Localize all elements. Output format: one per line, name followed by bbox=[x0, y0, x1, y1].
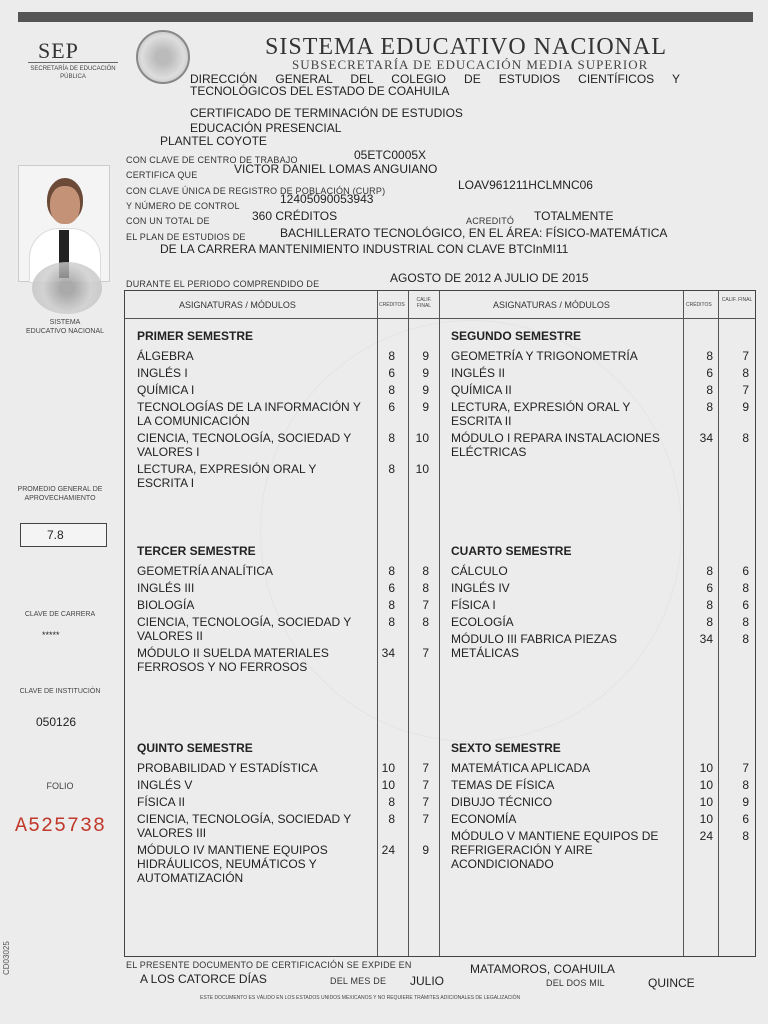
table-row bbox=[451, 564, 508, 578]
semester-title: SEXTO SEMESTRE bbox=[451, 741, 561, 755]
label-control: Y NÚMERO DE CONTROL bbox=[126, 201, 240, 211]
subject-name: INGLÉS III bbox=[137, 581, 195, 595]
modality: EDUCACIÓN PRESENCIAL bbox=[190, 121, 342, 135]
clave-centro: 05ETC0005X bbox=[354, 148, 427, 162]
subject-name: FERROSOS Y NO FERROSOS bbox=[137, 660, 308, 674]
subject-name: GEOMETRÍA ANALÍTICA bbox=[137, 564, 274, 578]
footer-dias: A LOS CATORCE DÍAS bbox=[140, 972, 267, 986]
semester-title: SEGUNDO SEMESTRE bbox=[451, 329, 582, 343]
clave-institucion-label: CLAVE DE INSTITUCIÓN bbox=[19, 688, 101, 695]
grade-value: 10 bbox=[415, 462, 429, 476]
subject-name: INGLÉS IV bbox=[451, 581, 510, 595]
grade-value: 9 bbox=[422, 366, 429, 380]
credit-value: 34 bbox=[699, 632, 713, 646]
credit-value: 10 bbox=[381, 761, 395, 775]
subject-name: CIENCIA, TECNOLOGÍA, SOCIEDAD Y bbox=[137, 615, 352, 629]
direction-line-2: TECNOLÓGICOS DEL ESTADO DE COAHUILA bbox=[190, 84, 450, 98]
subject-name: VALORES I bbox=[137, 445, 200, 459]
subject-name: CÁLCULO bbox=[451, 564, 508, 578]
subject-name: INGLÉS II bbox=[451, 366, 506, 380]
credit-value: 8 bbox=[706, 564, 713, 578]
subject-name: METÁLICAS bbox=[451, 646, 520, 660]
subject-name: FÍSICA II bbox=[137, 795, 186, 809]
promedio-label: PROMEDIO GENERAL DE APROVECHAMIENTO bbox=[17, 486, 103, 502]
subject-name: ACONDICIONADO bbox=[451, 857, 554, 871]
grade-value: 9 bbox=[422, 349, 429, 363]
semester-title: QUINTO SEMESTRE bbox=[137, 741, 253, 755]
grade-value: 7 bbox=[422, 795, 429, 809]
subject-name: LECTURA, EXPRESIÓN ORAL Y bbox=[137, 462, 317, 476]
total-credits: 360 CRÉDITOS bbox=[252, 209, 338, 223]
credit-value: 8 bbox=[388, 349, 395, 363]
top-bar bbox=[18, 12, 753, 22]
table-row bbox=[137, 581, 194, 595]
clave-carrera: ***** bbox=[42, 630, 60, 640]
table-row bbox=[137, 843, 328, 885]
national-seal-icon bbox=[136, 30, 190, 84]
photo-caption-1: SISTEMA bbox=[49, 319, 81, 326]
table-row bbox=[451, 431, 660, 459]
label-plan: EL PLAN DE ESTUDIOS DE bbox=[126, 232, 246, 242]
subject-name: GEOMETRÍA Y TRIGONOMETRÍA bbox=[451, 349, 638, 363]
grade-value: 7 bbox=[422, 761, 429, 775]
subject-name: PROBABILIDAD Y ESTADÍSTICA bbox=[137, 761, 318, 775]
grade-value: 8 bbox=[422, 615, 429, 629]
table-row bbox=[451, 615, 514, 629]
table-row bbox=[451, 383, 512, 397]
footer-mes: JULIO bbox=[410, 974, 445, 988]
grade-value: 6 bbox=[742, 564, 749, 578]
subject-name: MATEMÁTICA APLICADA bbox=[451, 761, 591, 775]
subject-name: MÓDULO II SUELDA MATERIALES bbox=[137, 646, 329, 660]
credit-value: 8 bbox=[706, 400, 713, 414]
subject-name: ESCRITA II bbox=[451, 414, 512, 428]
plan-line-2: DE LA CARRERA MANTENIMIENTO INDUSTRIAL CON CLAVE BTCInMI11 bbox=[160, 242, 569, 256]
grade-value: 9 bbox=[742, 795, 749, 809]
footer-lugar: MATAMOROS, COAHUILA bbox=[470, 962, 615, 976]
subject-name: TEMAS DE FÍSICA bbox=[451, 778, 555, 792]
table-row bbox=[137, 778, 192, 792]
grade-value: 8 bbox=[742, 829, 749, 843]
subject-name: AUTOMATIZACIÓN bbox=[137, 871, 244, 885]
col-grade-right: CALIF. FINAL bbox=[721, 297, 753, 303]
label-total: CON UN TOTAL DE bbox=[126, 216, 210, 226]
grade-value: 7 bbox=[742, 383, 749, 397]
col-credits-right: CRÉDITOS bbox=[686, 302, 712, 308]
col-credits-left: CRÉDITOS bbox=[379, 302, 405, 308]
table-row bbox=[451, 761, 590, 775]
footer-del-mes: DEL MES DE bbox=[330, 976, 387, 986]
subject-name: INGLÉS V bbox=[137, 778, 193, 792]
folio-number: A525738 bbox=[15, 815, 107, 838]
grades-table bbox=[124, 290, 756, 957]
credit-value: 34 bbox=[699, 431, 713, 445]
credit-value: 8 bbox=[706, 598, 713, 612]
credit-value: 8 bbox=[388, 615, 395, 629]
subject-name: ECONOMÍA bbox=[451, 812, 517, 826]
subject-name: ECOLOGÍA bbox=[451, 615, 514, 629]
grade-value: 8 bbox=[742, 632, 749, 646]
table-row bbox=[137, 615, 351, 643]
grade-value: 8 bbox=[742, 581, 749, 595]
table-row bbox=[451, 598, 496, 612]
table-row bbox=[451, 581, 510, 595]
promedio-value: 7.8 bbox=[47, 528, 64, 542]
credit-value: 8 bbox=[388, 795, 395, 809]
grade-value: 10 bbox=[415, 431, 429, 445]
periodo: AGOSTO DE 2012 A JULIO DE 2015 bbox=[390, 271, 589, 285]
document-title: SISTEMA EDUCATIVO NACIONAL bbox=[265, 34, 667, 60]
credit-value: 8 bbox=[706, 349, 713, 363]
grade-value: 7 bbox=[742, 349, 749, 363]
folio-label: FOLIO bbox=[46, 781, 74, 791]
label-clave-centro: CON CLAVE DE CENTRO DE TRABAJO bbox=[126, 155, 298, 165]
subject-name: QUÍMICA II bbox=[451, 383, 512, 397]
subject-name: ÁLGEBRA bbox=[137, 349, 194, 363]
clave-carrera-label: CLAVE DE CARRERA bbox=[24, 611, 96, 618]
subject-name: LA COMUNICACIÓN bbox=[137, 414, 250, 428]
semester-title: PRIMER SEMESTRE bbox=[137, 329, 254, 343]
table-row bbox=[451, 400, 630, 428]
subject-name: DIBUJO TÉCNICO bbox=[451, 795, 553, 809]
grade-value: 7 bbox=[422, 646, 429, 660]
table-row bbox=[137, 812, 351, 840]
table-row bbox=[451, 829, 658, 871]
direction-line-1: DIRECCIÓN GENERAL DEL COLEGIO DE ESTUDIOS CIENTÍFICOS Y bbox=[190, 72, 680, 86]
acredito: TOTALMENTE bbox=[534, 209, 614, 223]
col-grade-left: CALIF. FINAL bbox=[416, 297, 432, 309]
grade-value: 9 bbox=[422, 383, 429, 397]
grade-value: 7 bbox=[422, 812, 429, 826]
credit-value: 8 bbox=[706, 383, 713, 397]
subject-name: FÍSICA I bbox=[451, 598, 496, 612]
student-name: VICTOR DANIEL LOMAS ANGUIANO bbox=[234, 162, 438, 176]
credit-value: 10 bbox=[699, 795, 713, 809]
subject-name: QUÍMICA I bbox=[137, 383, 195, 397]
credit-value: 34 bbox=[381, 646, 395, 660]
grade-value: 9 bbox=[422, 400, 429, 414]
credit-value: 6 bbox=[388, 366, 395, 380]
subject-name: VALORES II bbox=[137, 629, 203, 643]
label-certifica: CERTIFICA QUE bbox=[126, 170, 198, 180]
subject-name: MÓDULO I REPARA INSTALACIONES bbox=[451, 431, 660, 445]
vertical-code: CD03025 bbox=[2, 941, 11, 975]
grade-value: 8 bbox=[742, 366, 749, 380]
control-number: 12405090053943 bbox=[280, 192, 374, 206]
stamp-seal-icon bbox=[32, 262, 102, 314]
sep-logo: SEP bbox=[38, 38, 79, 63]
table-row bbox=[137, 564, 273, 578]
grade-value: 9 bbox=[742, 400, 749, 414]
label-acredito: ACREDITÓ bbox=[466, 216, 515, 226]
credit-value: 8 bbox=[388, 598, 395, 612]
credit-value: 6 bbox=[706, 366, 713, 380]
subject-name: CIENCIA, TECNOLOGÍA, SOCIEDAD Y bbox=[137, 812, 352, 826]
credit-value: 10 bbox=[699, 778, 713, 792]
table-row bbox=[137, 400, 361, 428]
col-subject-right: ASIGNATURAS / MÓDULOS bbox=[493, 300, 610, 310]
promedio-box bbox=[20, 523, 107, 547]
curp: LOAV961211HCLMNC06 bbox=[458, 178, 593, 192]
table-row bbox=[451, 778, 554, 792]
subject-name: BIOLOGÍA bbox=[137, 598, 195, 612]
subject-name: HIDRÁULICOS, NEUMÁTICOS Y bbox=[137, 857, 317, 871]
credit-value: 8 bbox=[706, 615, 713, 629]
grade-value: 7 bbox=[422, 598, 429, 612]
grade-value: 6 bbox=[742, 812, 749, 826]
credit-value: 10 bbox=[381, 778, 395, 792]
label-periodo: DURANTE EL PERIODO COMPRENDIDO DE bbox=[126, 279, 320, 289]
subject-name: VALORES III bbox=[137, 826, 207, 840]
footer-anio: QUINCE bbox=[648, 976, 695, 990]
table-row bbox=[451, 632, 617, 660]
subject-name: MÓDULO IV MANTIENE EQUIPOS bbox=[137, 843, 328, 857]
credit-value: 8 bbox=[388, 564, 395, 578]
table-row bbox=[137, 462, 316, 490]
credit-value: 6 bbox=[706, 581, 713, 595]
credit-value: 6 bbox=[388, 581, 395, 595]
table-row bbox=[137, 366, 188, 380]
table-row bbox=[451, 795, 552, 809]
cert-type: CERTIFICADO DE TERMINACIÓN DE ESTUDIOS bbox=[190, 106, 463, 120]
footer-del-dos-mil: DEL DOS MIL bbox=[546, 978, 605, 988]
credit-value: 6 bbox=[388, 400, 395, 414]
credit-value: 10 bbox=[699, 761, 713, 775]
subject-name: MÓDULO V MANTIENE EQUIPOS DE bbox=[451, 829, 659, 843]
footer-validity: ESTE DOCUMENTO ES VÁLIDO EN LOS ESTADOS UNIDOS MEXICANOS Y NO REQUIERE TRÁMITES ADICIONALES DE LEGALIZACIÓN bbox=[200, 995, 521, 1001]
semester-title: CUARTO SEMESTRE bbox=[451, 544, 572, 558]
table-row bbox=[137, 598, 194, 612]
grade-value: 8 bbox=[742, 615, 749, 629]
subject-name: CIENCIA, TECNOLOGÍA, SOCIEDAD Y bbox=[137, 431, 352, 445]
subject-name: REFRIGERACIÓN Y AIRE bbox=[451, 843, 593, 857]
credit-value: 10 bbox=[699, 812, 713, 826]
grade-value: 8 bbox=[742, 778, 749, 792]
subject-name: ESCRITA I bbox=[137, 476, 195, 490]
credit-value: 24 bbox=[699, 829, 713, 843]
semester-title: TERCER SEMESTRE bbox=[137, 544, 256, 558]
subject-name: TECNOLOGÍAS DE LA INFORMACIÓN Y bbox=[137, 400, 361, 414]
footer-expide: EL PRESENTE DOCUMENTO DE CERTIFICACIÓN SE EXPIDE EN bbox=[126, 960, 412, 970]
table-row bbox=[137, 349, 194, 363]
grade-value: 8 bbox=[742, 431, 749, 445]
grade-value: 6 bbox=[742, 598, 749, 612]
credit-value: 8 bbox=[388, 462, 395, 476]
document-subtitle: SUBSECRETARÍA DE EDUCACIÓN MEDIA SUPERIOR bbox=[292, 57, 649, 72]
subject-name: LECTURA, EXPRESIÓN ORAL Y bbox=[451, 400, 631, 414]
credit-value: 8 bbox=[388, 431, 395, 445]
col-subject-left: ASIGNATURAS / MÓDULOS bbox=[179, 300, 296, 310]
credit-value: 24 bbox=[381, 843, 395, 857]
subject-name: MÓDULO III FABRICA PIEZAS bbox=[451, 632, 618, 646]
table-row bbox=[451, 812, 516, 826]
credit-value: 8 bbox=[388, 383, 395, 397]
clave-institucion: 050126 bbox=[36, 715, 77, 729]
table-row bbox=[451, 349, 638, 363]
campus: PLANTEL COYOTE bbox=[160, 134, 267, 148]
table-row bbox=[137, 431, 351, 459]
plan-line-1: BACHILLERATO TECNOLÓGICO, EN EL ÁREA: FÍSICO-MATEMÁTICA bbox=[280, 226, 668, 240]
grade-value: 8 bbox=[422, 581, 429, 595]
subject-name: ELÉCTRICAS bbox=[451, 445, 527, 459]
grade-value: 7 bbox=[742, 761, 749, 775]
credit-value: 8 bbox=[388, 812, 395, 826]
sep-subtitle: SECRETARÍA DE EDUCACIÓN PÚBLICA bbox=[28, 62, 118, 81]
photo-caption-2: EDUCATIVO NACIONAL bbox=[25, 328, 105, 335]
subject-name: INGLÉS I bbox=[137, 366, 188, 380]
grade-value: 7 bbox=[422, 778, 429, 792]
table-row bbox=[451, 366, 505, 380]
table-row bbox=[137, 383, 194, 397]
grade-value: 9 bbox=[422, 843, 429, 857]
table-row bbox=[137, 646, 329, 674]
grade-value: 8 bbox=[422, 564, 429, 578]
table-row bbox=[137, 761, 318, 775]
table-row bbox=[137, 795, 185, 809]
label-curp: CON CLAVE ÚNICA DE REGISTRO DE POBLACIÓN (CURP) bbox=[126, 186, 386, 196]
